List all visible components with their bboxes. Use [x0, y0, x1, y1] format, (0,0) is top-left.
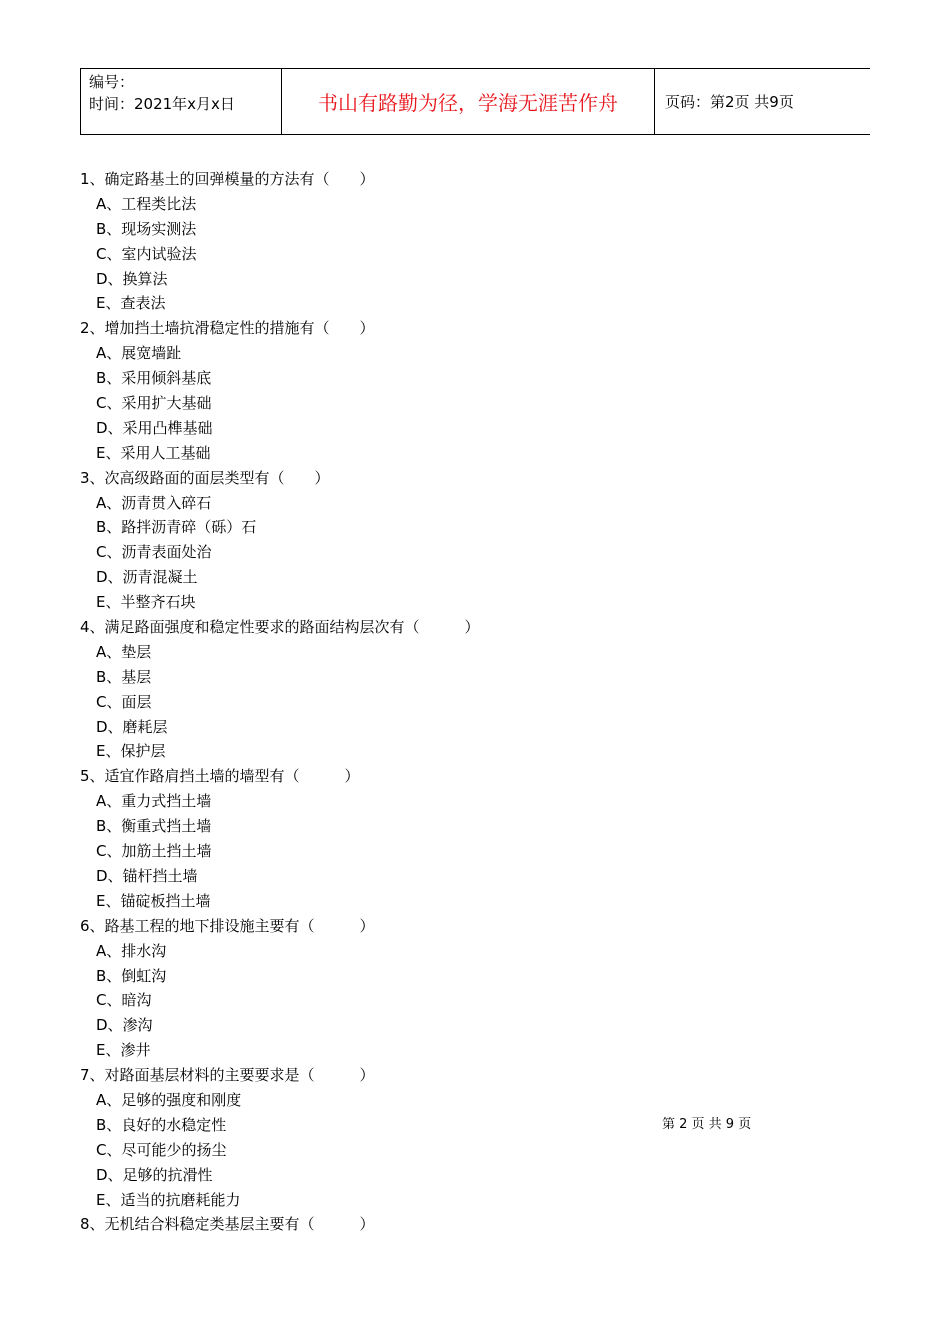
answer-option: E、渗井: [96, 1041, 151, 1060]
answer-option: C、暗沟: [96, 991, 152, 1010]
question-text: 4、满足路面强度和稳定性要求的路面结构层次有（ ）: [80, 618, 480, 637]
time-label: 时间：2021年x月x日: [89, 95, 235, 113]
answer-option: C、室内试验法: [96, 244, 197, 263]
answer-option: C、尽可能少的扬尘: [96, 1140, 227, 1159]
answer-option: E、保护层: [96, 742, 166, 761]
answer-option: C、加筋土挡土墙: [96, 842, 212, 861]
answer-option: B、基层: [96, 667, 152, 686]
question-list: [80, 167, 780, 1237]
answer-option: E、锚碇板挡土墙: [96, 891, 211, 910]
answer-option: D、磨耗层: [96, 717, 168, 736]
question-text: 8、无机结合料稳定类基层主要有（ ）: [80, 1215, 375, 1234]
answer-option: B、良好的水稳定性: [96, 1115, 227, 1134]
answer-option: A、排水沟: [96, 941, 167, 960]
header-motto-cell: [282, 69, 655, 134]
question-text: 6、路基工程的地下排设施主要有（ ）: [80, 916, 375, 935]
answer-option: A、足够的强度和刚度: [96, 1090, 242, 1109]
answer-option: B、路拌沥青碎（砾）石: [96, 518, 257, 537]
header-page-cell: [655, 69, 870, 134]
answer-option: D、渗沟: [96, 1016, 153, 1035]
answer-option: E、半整齐石块: [96, 593, 196, 612]
answer-option: D、沥青混凝土: [96, 568, 198, 587]
answer-option: E、查表法: [96, 294, 166, 313]
answer-option: C、采用扩大基础: [96, 394, 212, 413]
answer-option: D、采用凸榫基础: [96, 418, 213, 437]
number-label: 编号：: [89, 73, 135, 91]
answer-option: A、重力式挡土墙: [96, 792, 212, 811]
answer-option: A、工程类比法: [96, 194, 197, 213]
page-label: 页码：第2页 共9页: [665, 93, 794, 111]
question-text: 2、增加挡土墙抗滑稳定性的措施有（ ）: [80, 319, 375, 338]
question-text: 3、次高级路面的面层类型有（ ）: [80, 468, 330, 487]
question-text: 1、确定路基土的回弹模量的方法有（ ）: [80, 170, 375, 188]
header-table: [80, 68, 870, 135]
answer-option: A、垫层: [96, 642, 152, 661]
answer-option: D、换算法: [96, 269, 168, 288]
answer-option: C、面层: [96, 692, 152, 711]
motto-text: 书山有路勤为径，学海无涯苦作舟: [318, 91, 618, 115]
answer-option: B、现场实测法: [96, 219, 197, 238]
answer-option: E、适当的抗磨耗能力: [96, 1190, 241, 1209]
question-text: 5、适宜作路肩挡土墙的墙型有（ ）: [80, 767, 360, 786]
answer-option: D、足够的抗滑性: [96, 1165, 213, 1184]
answer-option: A、展宽墙趾: [96, 344, 182, 363]
header-info-cell: [81, 69, 282, 134]
answer-option: C、沥青表面处治: [96, 543, 212, 562]
question-text: 7、对路面基层材料的主要要求是（ ）: [80, 1066, 375, 1085]
answer-option: B、倒虹沟: [96, 966, 167, 985]
answer-option: B、采用倾斜基底: [96, 369, 212, 388]
answer-option: E、采用人工基础: [96, 443, 211, 462]
answer-option: D、锚杆挡土墙: [96, 866, 198, 885]
answer-option: A、沥青贯入碎石: [96, 493, 212, 512]
answer-option: B、衡重式挡土墙: [96, 817, 212, 836]
page-footer: 第 2 页 共 9 页: [662, 1117, 752, 1132]
